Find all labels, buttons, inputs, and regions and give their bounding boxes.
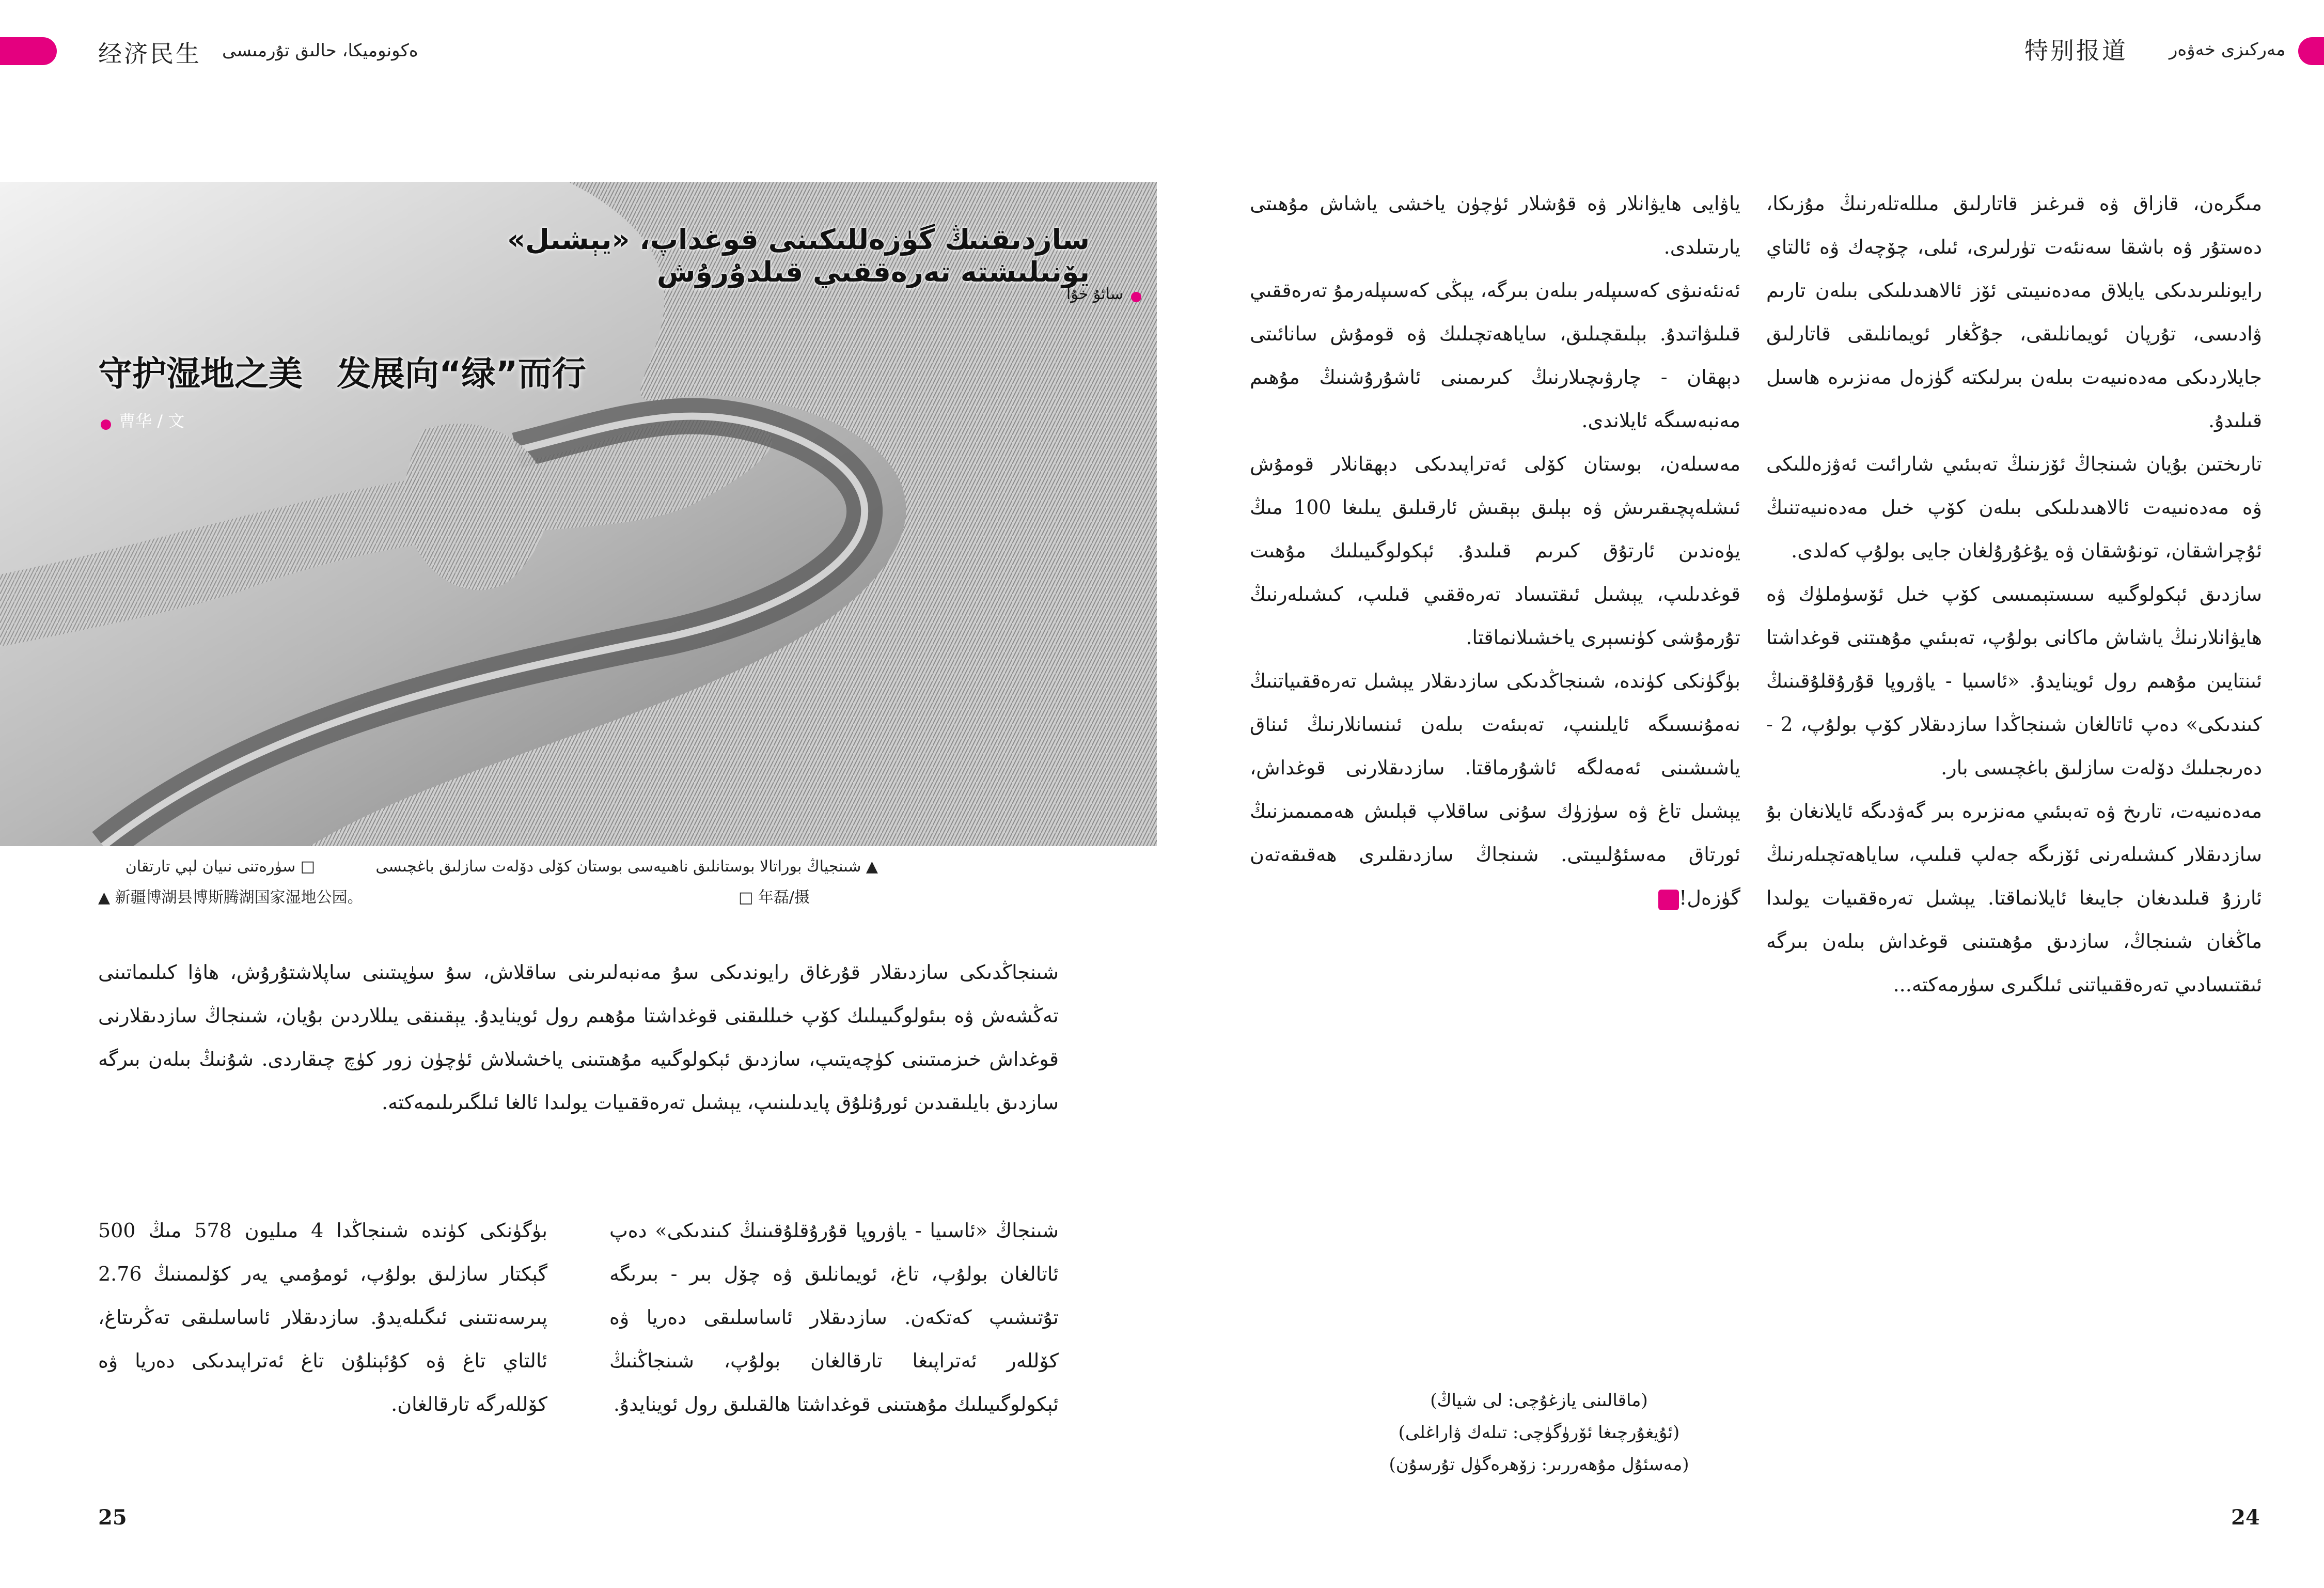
right-header-section-cn: 特别报道 (2024, 37, 2128, 65)
page24-col1-para2: تارىختىن بۇيان شىنجاڭ ئۆزىنىڭ تەبىئىي شارائىت ئەۋزەللىكى ۋە مەدەنىيەت ئالاھىدىلىكى بىلەن كۆپ خىل مەدەنىيەتنىڭ ئۇچراشقان، تونۇشقان ۋە يۇغۇرۇلغان جايى بولۇپ كەلدى. (1766, 453, 2262, 562)
article-credits (1343, 1384, 1735, 1481)
author-ug-line (981, 285, 1141, 303)
page24-col2-para2: ئەنئەنىۋى كەسىپلەر بىلەن بىرگە، يېڭى كەسىپلەرمۇ تەرەققىي قىلىۋاتىدۇ. بېلىقچىلىق، ساياھەتچىلىك ۋە قومۇش سانائىتى دېھقان - چارۋىچىلارنىڭ كىرىمىنى ئاشۇرۇشنىڭ مۇھىم مەنبەسىگە ئايلاندى. (1250, 279, 1740, 432)
page25-intro-text: شىنجاڭدىكى سازدىقلار قۇرغاق رايوندىكى سۇ مەنبەلىرىنى ساقلاش، سۇ سۈپىتىنى ساپلاشتۇرۇش، ھاۋا كىلىماتىنى تەڭشەش ۋە بىئولوگىيىلىك كۆپ خىللىقنى قوغداشتا مۇھىم رول ئوينايدۇ. يېقىنقى يىللاردىن بۇيان، شىنجاڭ سازدىقلارنى قوغداش خىزمىتىنى كۈچەيتىپ، سازدىق ئېكولوگىيە مۇھىتىنى ياخشىلاش ئۈچۈن زور كۈچ چىقاردى. شۇنىڭ بىلەن بىرگە سازدىق بايلىقىدىن ئورۇنلۇق پايدىلىنىپ، يېشىل تەرەققىيات يولىدا ئالغا ئىلگىرىلىمەكتە. (98, 961, 1059, 1114)
credit-editor: (مەسئۇل مۇھەررىر: زۆھرەگۈل تۇرسۇن) (1389, 1454, 1689, 1475)
page-number-left: 25 (98, 1505, 127, 1530)
photo-caption-ug: ▲ شىنجياڭ بوراتالا بوستانلىق ناھىيەسى بوستان كۆلى دۆلەت سازلىق باغچىسى (375, 858, 878, 876)
page25-column-right (609, 1209, 1059, 1508)
page24-col2-para3: مەسىلەن، بوستان كۆلى ئەتراپىدىكى دېھقانلار قومۇش ئىشلەپچىقىرىش ۋە بېلىق بېقىش ئارقىلىق يىلىغا 100 مىڭ يۈەندىن ئارتۇق كىرىم قىلىدۇ. ئېكولوگىيىلىك مۇھىت قوغدىلىپ، يېشىل ئىقتىساد تەرەققىي قىلىپ، كىشىلەرنىڭ تۇرمۇشى كۈنسېرى ياخشىلانماقتا. (1250, 453, 1740, 649)
left-header-section-cn: 经济民生 (98, 40, 201, 68)
author-dot-icon-cn (101, 419, 111, 430)
page24-col1-para4: مەدەنىيەت، تارىخ ۋە تەبىئىي مەنزىرە بىر گەۋدىگە ئايلانغان بۇ سازدىقلار كىشىلەرنى ئۆزىگە جەلپ قىلىپ، ساياھەتچىلەرنىڭ ئارزۇ قىلىدىغان جايىغا ئايلانماقتا. يېشىل تەرەققىيات يولىدا ماڭغان شىنجاڭ، سازدىق مۇھىتىنى قوغداش بىلەن بىرگە ئىقتىسادىي تەرەققىياتنى ئىلگىرى سۈرمەكتە... (1766, 800, 2262, 996)
photo-credit-ug: □ سۈرەتنى نىيان لېي تارتقان (125, 858, 315, 876)
page25-column-right-text: شىنجاڭ «ئاسىيا - ياۋروپا قۇرۇقلۇقىنىڭ كىندىكى» دەپ ئاتالغان بولۇپ، تاغ، ئويمانلىق ۋە چۆل بىر - بىرىگە تۇتىشىپ كەتكەن. سازدىقلار ئاساسلىقى دەريا ۋە كۆللەر ئەتراپىغا تارقالغان بولۇپ، شىنجاڭنىڭ ئېكولوگىيىلىك مۇھىتىنى قوغداشتا ھالقىلىق رول ئوينايدۇ. (609, 1219, 1059, 1415)
wetland-aerial-photo (0, 182, 1157, 846)
page24-col2-para4 (1250, 659, 1740, 920)
page25-column-left-text: بۈگۈنكى كۈندە شىنجاڭدا 4 مىليون 578 مىڭ 500 گېكتار سازلىق بولۇپ، ئومۇمىي يەر كۆلىمىنىڭ 2.76 پىرسەنتىنى ئىگىلەيدۇ. سازدىقلار ئاساسلىقى تەڭرىتاغ، ئالتاي تاغ ۋە كۇئېنلۇن تاغ ئەتراپىدىكى دەريا ۋە كۆللەرگە تارقالغان. (98, 1219, 547, 1415)
page25-intro-paragraph (98, 951, 1059, 1124)
left-header-section-ug: ەكونوميكا، حالىق تۇرمىسى (222, 40, 418, 61)
page24-col2-para1: ياۋايى ھايۋانلار ۋە قۇشلار ئۈچۈن ياخشى ياشاش مۇھىتى يارىتىلدى. (1250, 192, 1740, 258)
page24-column-left (1250, 182, 1740, 1370)
credit-author: (ماقالىنى يازغۇچى: لى شياڭ) (1430, 1390, 1648, 1411)
article-title-cn: 守护湿地之美 发展向“绿”而行 (98, 354, 586, 394)
author-ug: سائۇ خۇا (1066, 285, 1123, 303)
article-title-ug: سازدىقنىڭ گۈزەللىكىنى قوغداپ، «يېشىل» يۆنىلىشتە تەرەققىي قىلدۇرۇش (507, 223, 1090, 288)
author-cn-line (101, 408, 184, 432)
author-dot-icon (1131, 292, 1141, 302)
right-page-tab (2298, 37, 2324, 65)
right-header-section-ug: مەركىزى خەۋەر (2169, 39, 2286, 60)
page24-column-right (1766, 182, 2262, 1515)
author-cn: 曹华 / 文 (119, 411, 185, 431)
page24-col1-para1: مىگرەن، قازاق ۋە قىرغىز قاتارلىق مىللەتلەرنىڭ مۇزىكا، دەستۇر ۋە باشقا سەنئەت تۈرلىرى، ئىلى، چۆچەك ۋە ئالتاي رايونلىرىدىكى يايلاق مەدەنىيىتى ئۆز ئالاھىدىلىكى بىلەن تارىم ۋادىسى، تۇرپان ئويمانلىقى، جۇڭغار ئويمانلىقى قاتارلىق جايلاردىكى مەدەنىيەت بىلەن بىرلىكتە گۈزەل مەنزىرە ھاسىل قىلىدۇ. (1766, 192, 2262, 432)
photo-caption-cn: ▲ 新疆博湖县博斯腾湖国家湿地公园。 (98, 889, 363, 907)
page24-col1-para3: سازدىق ئېكولوگىيە سىستېمىسى كۆپ خىل ئۆسۈملۈك ۋە ھايۋانلارنىڭ ياشاش ماكانى بولۇپ، تەبىئىي مۇھىتنى قوغداشتا ئىنتايىن مۇھىم رول ئوينايدۇ. «ئاسىيا - ياۋروپا قۇرۇقلۇقىنىڭ كىندىكى» دەپ ئاتالغان شىنجاڭدا سازدىقلار كۆپ بولۇپ، 2 - دەرىجىلىك دۆلەت سازلىق باغچىسى بار. (1766, 583, 2262, 779)
page25-column-left (98, 1209, 547, 1508)
photo-credit-cn: □ 年磊/摄 (739, 889, 810, 907)
article-end-mark-icon (1658, 890, 1679, 910)
credit-translator: (ئۇيغۇرچىغا ئۆرۈگۈچى: تىلەك ۋاراغلى) (1398, 1422, 1680, 1443)
left-page-tab (0, 37, 57, 65)
page-number-right: 24 (2231, 1505, 2260, 1530)
page24-col2-para4-text: بۈگۈنكى كۈندە، شىنجاڭدىكى سازدىقلار يېشىل تەرەققىياتنىڭ نەمۇنىسىگە ئايلىنىپ، تەبىئەت بىلەن ئىنسانلارنىڭ ئىناق ياشىشىنى ئەمەلگە ئاشۇرماقتا. سازدىقلارنى قوغداش، يېشىل تاغ ۋە سۈزۈك سۇنى ساقلاپ قېلىش ھەممىمىزنىڭ ئورتاق مەسئۇلىيىتى. شىنجاڭ سازدىقلىرى ھەقىقەتەن گۈزەل! (1250, 670, 1740, 909)
